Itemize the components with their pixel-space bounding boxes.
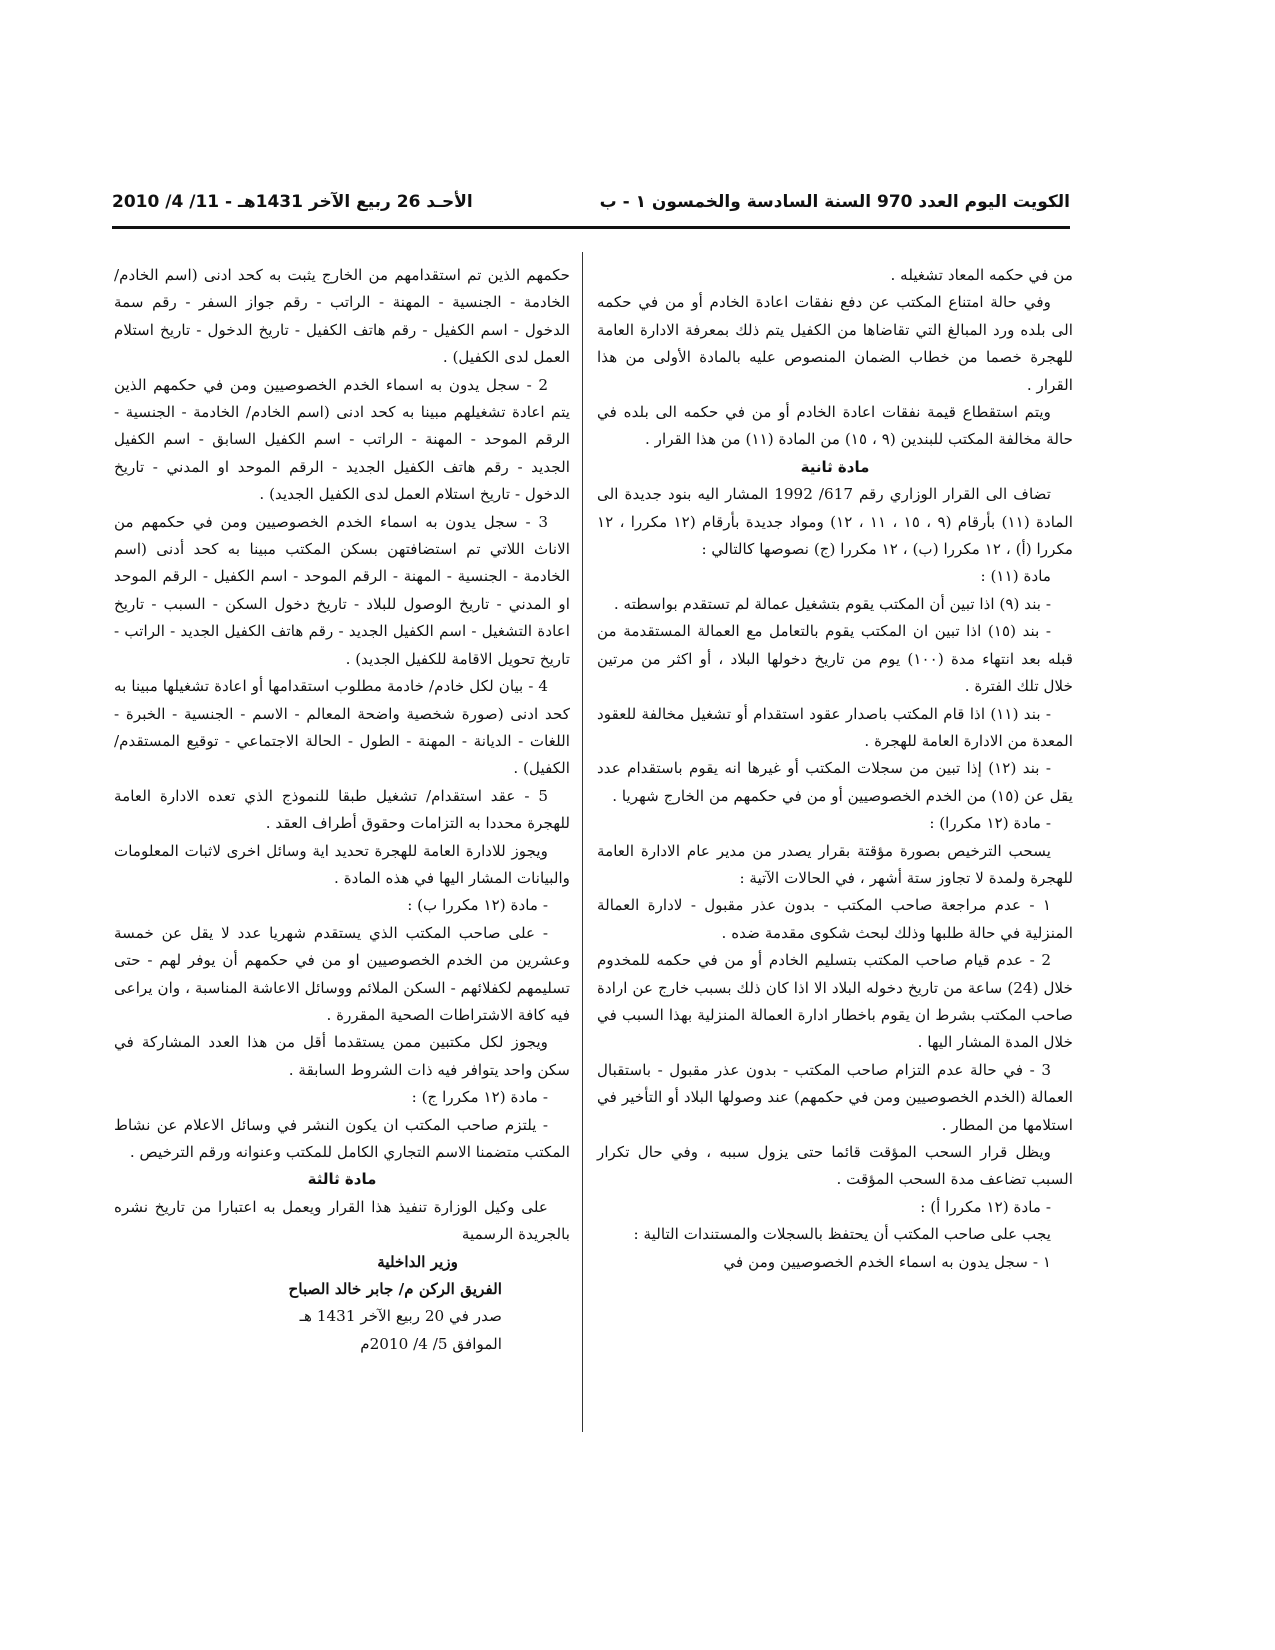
right-column: [597, 262, 1073, 1276]
header-date: الأحـد 26 ربيع الآخر 1431هـ - 11/ 4/ 2010: [112, 192, 473, 212]
header-rule: [112, 226, 1070, 229]
paragraph: - يلتزم صاحب المكتب ان يكون النشر في وسائل الاعلام عن نشاط المكتب متضمنا الاسم التجاري الكامل للمكتب وعنوانه ورقم الترخيص .: [114, 1115, 570, 1161]
column-divider: [582, 252, 583, 1432]
paragraph: - على صاحب المكتب الذي يستقدم شهريا عدد لا يقل عن خمسة وعشرين من الخدم الخصوصيين او من في حكمهم أن يوفر لهم - حتى تسليمهم لكفلائهم - السكن الملائم ووسائل الاعاشة المناسبة ، وان يراعى فيه كافة الاشتراطات الصحية المقررة .: [114, 923, 570, 1024]
paragraph: ١ - سجل يدون به اسماء الخدم الخصوصيين ومن في: [723, 1252, 1051, 1271]
paragraph: 5 - عقد استقدام/ تشغيل طبقا للنموذج الذي تعده الادارة العامة للهجرة محددا به التزامات وحقوق أطراف العقد .: [114, 786, 570, 833]
paragraph: تضاف الى القرار الوزاري رقم 617/ 1992 المشار اليه بنود جديدة الى المادة (١١) بأرقام (٩ ، ١٥ ، ١١ ، ١٢) ومواد جديدة بأرقام (١٢ مكررا ، ١٢ مكررا (أ) ، ١٢ مكررا (ب) ، ١٢ مكررا (ج) نصوصها كالتالي :: [597, 485, 1074, 559]
paragraph: 2 - سجل يدون به اسماء الخدم الخصوصيين ومن في حكمهم الذين يتم اعادة تشغيلهم مبينا به كحد ادنى (اسم الخادم/ الخادمة - الجنسية - الرقم الموحد - المهنة - الراتب - اسم الكفيل السابق - اسم الكفيل الجديد - رقم هاتف الكفيل الجديد - الرقم الموحد او المدني - تاريخ الدخول - تاريخ استلام العمل لدى الكفيل الجديد) .: [114, 375, 570, 504]
paragraph: حكمهم الذين تم استقدامهم من الخارج يثبت به كحد ادنى (اسم الخادم/ الخادمة - الجنسية - المهنة - الراتب - رقم جواز السفر - رقم سمة الدخول - اسم الكفيل - رقم هاتف الكفيل - تاريخ الدخول - تاريخ استلام العمل لدى الكفيل) .: [114, 266, 570, 367]
paragraph: من في حكمه المعاد تشغيله .: [890, 266, 1073, 284]
article-label: - مادة (١٢ مكررا) :: [929, 814, 1051, 833]
page-header: [112, 188, 1070, 218]
left-column: [114, 262, 570, 1358]
paragraph: يجب على صاحب المكتب أن يحتفظ بالسجلات والمستندات التالية :: [633, 1225, 1051, 1244]
paragraph: - بند (٩) اذا تبين أن المكتب يقوم بتشغيل عمالة لم تستقدم بواسطته .: [613, 594, 1051, 613]
article-label: - مادة (١٢ مكررا ب) :: [407, 896, 548, 915]
paragraph: 4 - بيان لكل خادم/ خادمة مطلوب استقدامها أو اعادة تشغيلها مبينا به كحد ادنى (صورة شخصية واضحة المعالم - الاسم - الجنسية - الخبرة - اللغات - الديانة - المهنة - الطول - الحالة الاجتماعي - توقيع المستقدم/ الكفيل) .: [114, 677, 570, 778]
article-label: - مادة (١٢ مكررا ج) :: [411, 1088, 548, 1107]
paragraph: يسحب الترخيص بصورة مؤقتة بقرار يصدر من مدير عام الادارة العامة للهجرة ولمدة لا تجاوز ستة أشهر ، في الحالات الآتية :: [597, 841, 1073, 887]
paragraph: ويجوز للادارة العامة للهجرة تحديد اية وسائل اخرى لاثبات المعلومات والبيانات المشار اليها في هذه المادة .: [114, 841, 570, 887]
corresponding-date: الموافق 5/ 4/ 2010م: [360, 1334, 502, 1353]
article-heading: مادة ثانية: [800, 457, 870, 476]
paragraph: 3 - سجل يدون به اسماء الخدم الخصوصيين ومن في حكمهم من الاناث اللاتي تم استضافتهن بسكن المكتب مبينا به كحد أدنى (اسم الخادمة - الجنسية - المهنة - الرقم الموحد - اسم الكفيل - الرقم الموحد او المدني - تاريخ الوصول للبلاد - تاريخ دخول السكن - السبب - تاريخ اعادة التشغيل - اسم الكفيل الجديد - رقم هاتف الكفيل الجديد - الراتب - تاريخ تحويل الاقامة للكفيل الجديد) .: [114, 512, 570, 668]
paragraph: 2 - عدم قيام صاحب المكتب بتسليم الخادم أو من في حكمه للمخدوم خلال (24) ساعة من تاريخ دخوله البلاد الا اذا كان ذلك بسبب خارج عن ارادة صاحب المكتب بشرط ان يقوم باخطار ادارة العمالة المنزلية بهذا السبب في خلال المدة المشار اليها .: [597, 951, 1073, 1052]
article-label: مادة (١١) :: [980, 567, 1051, 586]
paragraph: ويجوز لكل مكتبين ممن يستقدما أقل من هذا العدد المشاركة في سكن واحد يتوافر فيه ذات الشروط السابقة .: [114, 1033, 570, 1079]
paragraph: ويظل قرار السحب المؤقت قائما حتى يزول سببه ، وفي حال تكرار السبب تضاعف مدة السحب المؤقت .: [597, 1143, 1073, 1189]
paragraph: 3 - في حالة عدم التزام صاحب المكتب - بدون عذر مقبول - باستقبال العمالة (الخدم الخصوصيين ومن في حكمهم) عند وصولها البلاد أو التأخير في استلامها من المطار .: [597, 1060, 1073, 1134]
signatory-name: الفريق الركن م/ جابر خالد الصباح: [288, 1280, 502, 1299]
issue-date: صدر في 20 ربيع الآخر 1431 هـ: [299, 1307, 502, 1326]
paragraph: - بند (١١) اذا قام المكتب باصدار عقود استقدام أو تشغيل مخالفة للعقود المعدة من الادارة العامة للهجرة .: [597, 704, 1073, 750]
signatory-title: وزير الداخلية: [377, 1252, 458, 1271]
article-heading: مادة ثالثة: [307, 1170, 377, 1189]
paragraph: على وكيل الوزارة تنفيذ هذا القرار ويعمل به اعتبارا من تاريخ نشره بالجريدة الرسمية: [114, 1197, 570, 1244]
paragraph: ويتم استقطاع قيمة نفقات اعادة الخادم أو من في حكمه الى بلده في حالة مخالفة المكتب للبندين (٩ ، ١٥) من المادة (١١) من هذا القرار .: [597, 403, 1073, 449]
article-label: - مادة (١٢ مكررا أ) :: [920, 1197, 1051, 1216]
paragraph: ١ - عدم مراجعة صاحب المكتب - بدون عذر مقبول - لادارة العمالة المنزلية في حالة طلبها وذلك لبحث شكوى مقدمة ضده .: [597, 896, 1073, 942]
paragraph: - بند (١٥) اذا تبين ان المكتب يقوم بالتعامل مع العمالة المستقدمة من قبله بعد انتهاء مدة (١٠٠) يوم من تاريخ دخولها البلاد ، أو اكثر من مرتين خلال تلك الفترة .: [597, 622, 1073, 696]
header-issue-info: الكويت اليوم العدد 970 السنة السادسة والخمسون ١ - ب: [599, 192, 1070, 212]
paragraph: وفي حالة امتناع المكتب عن دفع نفقات اعادة الخادم أو من في حكمه الى بلده ورد المبالغ التي تقاضاها من الكفيل يتم ذلك بمعرفة الادارة العامة للهجرة خصما من خطاب الضمان المنصوص عليه بالمادة الأولى من هذا القرار .: [597, 293, 1073, 394]
paragraph: - بند (١٢) إذا تبين من سجلات المكتب أو غيرها انه يقوم باستقدام عدد يقل عن (١٥) من الخدم الخصوصيين أو من في حكمهم من الخارج شهريا .: [597, 759, 1073, 805]
